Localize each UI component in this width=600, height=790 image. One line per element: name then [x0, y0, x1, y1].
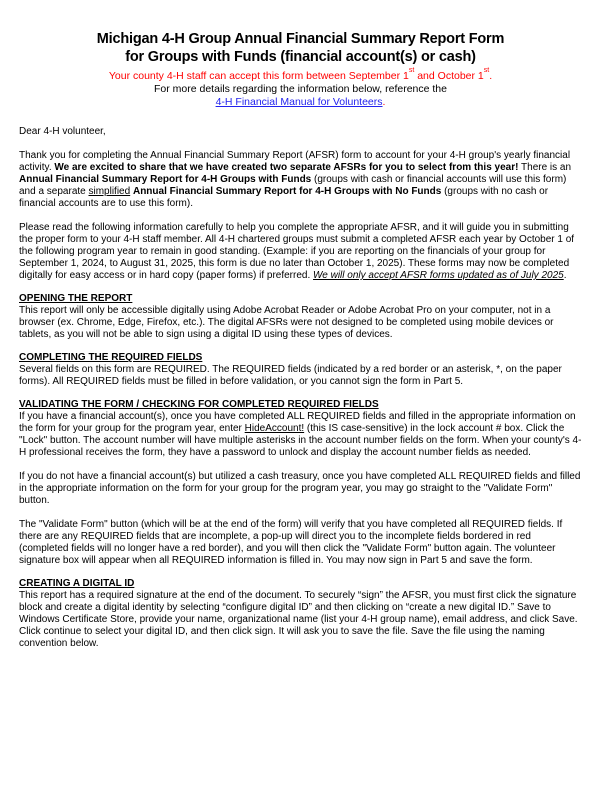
notice-text: Your county 4-H staff can accept this form between September 1: [108, 70, 409, 82]
financial-manual-link[interactable]: 4-H Financial Manual for Volunteers: [215, 96, 383, 108]
text-run-bold: Annual Financial Summary Report for 4-H Groups with No Funds: [132, 186, 442, 197]
title-line-1: Michigan 4-H Group Annual Financial Summary Report Form: [96, 31, 505, 47]
section-heading-digital-id: CREATING A DIGITAL ID: [19, 578, 135, 589]
superscript-st: st: [483, 66, 490, 74]
text-run-italic-underline: We will only accept AFSR forms updated as of July 2025: [313, 270, 564, 281]
section-heading-opening: OPENING THE REPORT: [19, 293, 133, 304]
validating-paragraph-2: If you do not have a financial account(s) but utilized a cash treasury, once you have completed ALL REQUIRED fields and filled in the appropriate information on the form for your group for the program year, you may go straight to the "Validate Form" button.: [19, 471, 581, 506]
text-run: .: [563, 270, 567, 281]
text-run-bold: Annual Financial Summary Report for 4-H Groups with Funds: [19, 174, 312, 185]
section-completing-required-fields: [19, 352, 582, 388]
text-run: There is an: [518, 162, 572, 173]
section-body-opening: This report will only be accessible digitally using Adobe Acrobat Reader or Adobe Acrobat Pro on your computer, not in a browser (ex. Chrome, Edge, Firefox, etc.). The digital AFSRs were not designed to be completed using mobile devices or tablets, as you will not be able to sign using a digital ID using these types of devices.: [19, 305, 554, 340]
intro-paragraph-2: [19, 222, 582, 282]
text-run: (groups with cash or financial accounts will use this form) and a separate: [19, 174, 567, 197]
validating-paragraph-3: The "Validate Form" button (which will be at the end of the form) will verify that you have completed all REQUIRED fields. If there are any REQUIRED fields that are incomplete, a pop-up will direct you to the incomplete fields bordered in red (completed fields will no longer have a red border), and you will then click the "Validate Form" button again. The volunteer signature box will appear when all REQUIRED information is filled in. You may now sign in Part 5 and save the form.: [19, 519, 563, 566]
validating-paragraph-1: [19, 411, 582, 459]
section-heading-validating: VALIDATING THE FORM / CHECKING FOR COMPLETED REQUIRED FIELDS: [19, 399, 379, 410]
section-opening-the-report: [19, 293, 582, 341]
text-run: Thank you for completing the Annual Financial Summary Report (AFSR) form to account for your 4-H group's yearly financial activity.: [19, 150, 571, 173]
text-run: (groups with no cash or financial accounts are to use this form).: [19, 186, 549, 209]
superscript-st: st: [408, 66, 415, 74]
manual-link-line: [19, 96, 582, 109]
section-creating-digital-id: [19, 578, 582, 650]
link-period: .: [382, 96, 386, 108]
section-validating-the-form: [19, 399, 582, 567]
reference-text: For more details regarding the information below, reference the: [154, 83, 447, 95]
page-title: [19, 30, 582, 66]
reference-line: [19, 83, 582, 96]
notice-text: and October 1: [414, 70, 484, 82]
text-run-underline: simplified: [88, 186, 131, 197]
notice-text: .: [489, 70, 493, 82]
deadline-notice: [19, 66, 582, 83]
text-run: (this IS case-sensitive) in the lock account # box. Click the "Lock" button. The account number will have multiple asterisks in the account number fields on the form. When your county's 4-H professional receives the form, they have a password to unlock and display the account number fields as needed.: [19, 423, 582, 458]
section-body-digital-id: This report has a required signature at the end of the document. To securely “sign” the AFSR, you must first click the signature block and create a digital identity by selecting “configure digital ID” and then clicking on “create a new digital ID.” Save to Windows Certificate Store, provide your name, organizational name (list your 4-H group name), email address, and click Save. Click continue to select your digital ID, and then click sign. It will ask you to save the file. Save the file using the naming convention below.: [19, 590, 578, 649]
text-run-underline: HideAccount!: [244, 423, 305, 434]
intro-paragraph-1: [19, 150, 582, 210]
section-body-completing: Several fields on this form are REQUIRED. The REQUIRED fields (indicated by a red border or an asterisk, *, on the paper forms). All REQUIRED fields must be filled in before validation, or you cannot sign the form in Part 5.: [19, 364, 562, 387]
document-header: [19, 30, 582, 109]
text-run-bold: We are excited to share that we have created two separate AFSRs for you to select from this year!: [54, 162, 519, 173]
text-run: Please read the following information carefully to help you complete the appropriate AFSR, and it will guide you in submitting the proper form to your 4-H staff member. All 4-H chartered groups must submit a completed AFSR each year by October 1 of the following program year to remain in good standing. (Example: if you are reporting on the financials of your group for September 1, 2024, to August 31, 2025, this form is due no later than October 1, 2025). These forms may now be completed digitally for easy access or in hard copy (paper forms) if preferred.: [19, 222, 575, 281]
section-heading-completing: COMPLETING THE REQUIRED FIELDS: [19, 352, 203, 363]
title-line-2: for Groups with Funds (financial account(s) or cash): [125, 49, 476, 65]
text-run: If you have a financial account(s), once you have completed ALL REQUIRED fields and filled in the appropriate information on the form for your group for the program year, enter: [19, 411, 576, 434]
salutation: Dear 4-H volunteer,: [19, 126, 106, 137]
